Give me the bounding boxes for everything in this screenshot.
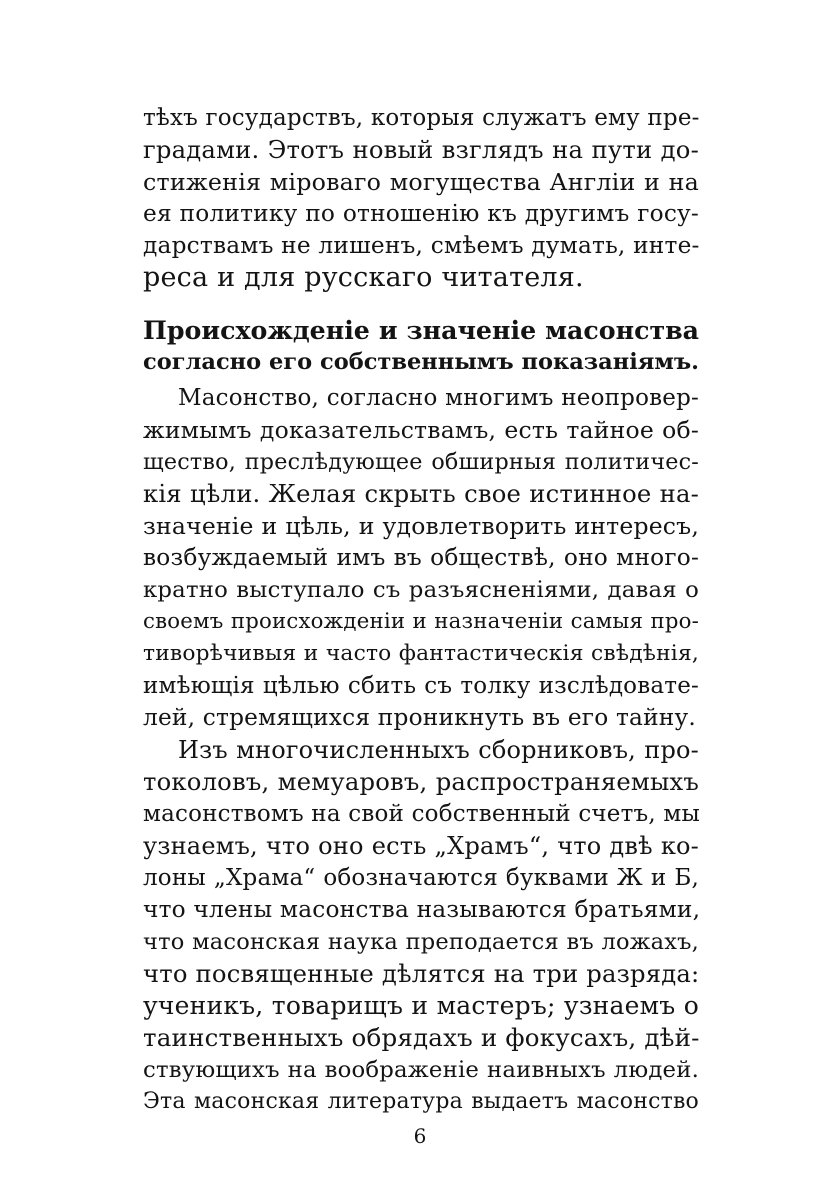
body-line: кратно выступало съ разъясненіями, давая о [143, 577, 699, 603]
intro-line: градами. Этотъ новый взглядъ на пути до- [143, 135, 699, 164]
page-number: 6 [413, 1124, 427, 1148]
body-line: Масонство, согласно многимъ неопровер- [178, 385, 699, 411]
body-line: что члены масонства называются братьями, [143, 896, 701, 923]
body-line: лей, стремящихся проникнуть въ его тайну. [143, 704, 696, 731]
body-line: значеніе и цѣль, и удовлетворить интересъ, [143, 512, 699, 540]
body-line: щество, преслѣдующее обширныя политичес- [143, 449, 699, 475]
intro-line: реса и для русскаго читателя. [143, 262, 584, 293]
body-line: имѣющія цѣлью сбить съ толку изслѣдовате- [143, 673, 699, 699]
intro-line: стиженія міроваго могущества Англіи и на [143, 168, 699, 196]
body-line: лоны „Храма“ обозначаются буквами Ж и Б, [143, 865, 699, 891]
body-line: своемъ происхожденіи и назначеніи самыя про- [143, 609, 699, 634]
body-line: токоловъ, мемуаровъ, распространяемыхъ [143, 767, 699, 796]
body-line: кія цѣли. Желая скрыть свое истинное на- [143, 479, 699, 508]
body-line: возбуждаемый имъ въ обществѣ, оно много- [143, 544, 699, 571]
body-line: масонствомъ на свой собственный счетъ, мы [143, 801, 700, 827]
body-line: Эта масонская литература выдаетъ масонство [143, 1089, 699, 1114]
body-line: ствующихъ на воображеніе наивныхъ людей. [143, 1057, 699, 1083]
body-line: ученикъ, товарищъ и мастеръ; узнаемъ о [143, 991, 699, 1020]
intro-line: ея политику по отношенію къ другимъ госу- [143, 200, 699, 227]
body-line: жимымъ доказательствамъ, есть тайное об- [143, 416, 699, 444]
body-line: узнаемъ, что оно есть „Храмъ“, что двѣ ко- [143, 832, 699, 860]
body-line: что посвященные дѣлятся на три разряда: [143, 959, 700, 988]
body-line: тиворѣчивыя и часто фантастическія свѣдѣнія, [143, 641, 699, 666]
intro-line: тѣхъ государствъ, которыя служатъ ему пре- [143, 105, 700, 131]
body-line: таинственныхъ обрядахъ и фокусахъ, дѣй- [143, 1023, 700, 1052]
section-heading-line: согласно его собственнымъ показаніямъ. [143, 349, 699, 375]
body-line: Изъ многочисленныхъ сборниковъ, про- [178, 736, 699, 764]
section-heading-line: Происхожденіе и значеніе масонства [143, 315, 699, 345]
intro-line: дарствамъ не лишенъ, смѣемъ думать, инте- [143, 232, 700, 259]
body-line: что масонская наука преподается въ ложахъ, [143, 929, 699, 955]
